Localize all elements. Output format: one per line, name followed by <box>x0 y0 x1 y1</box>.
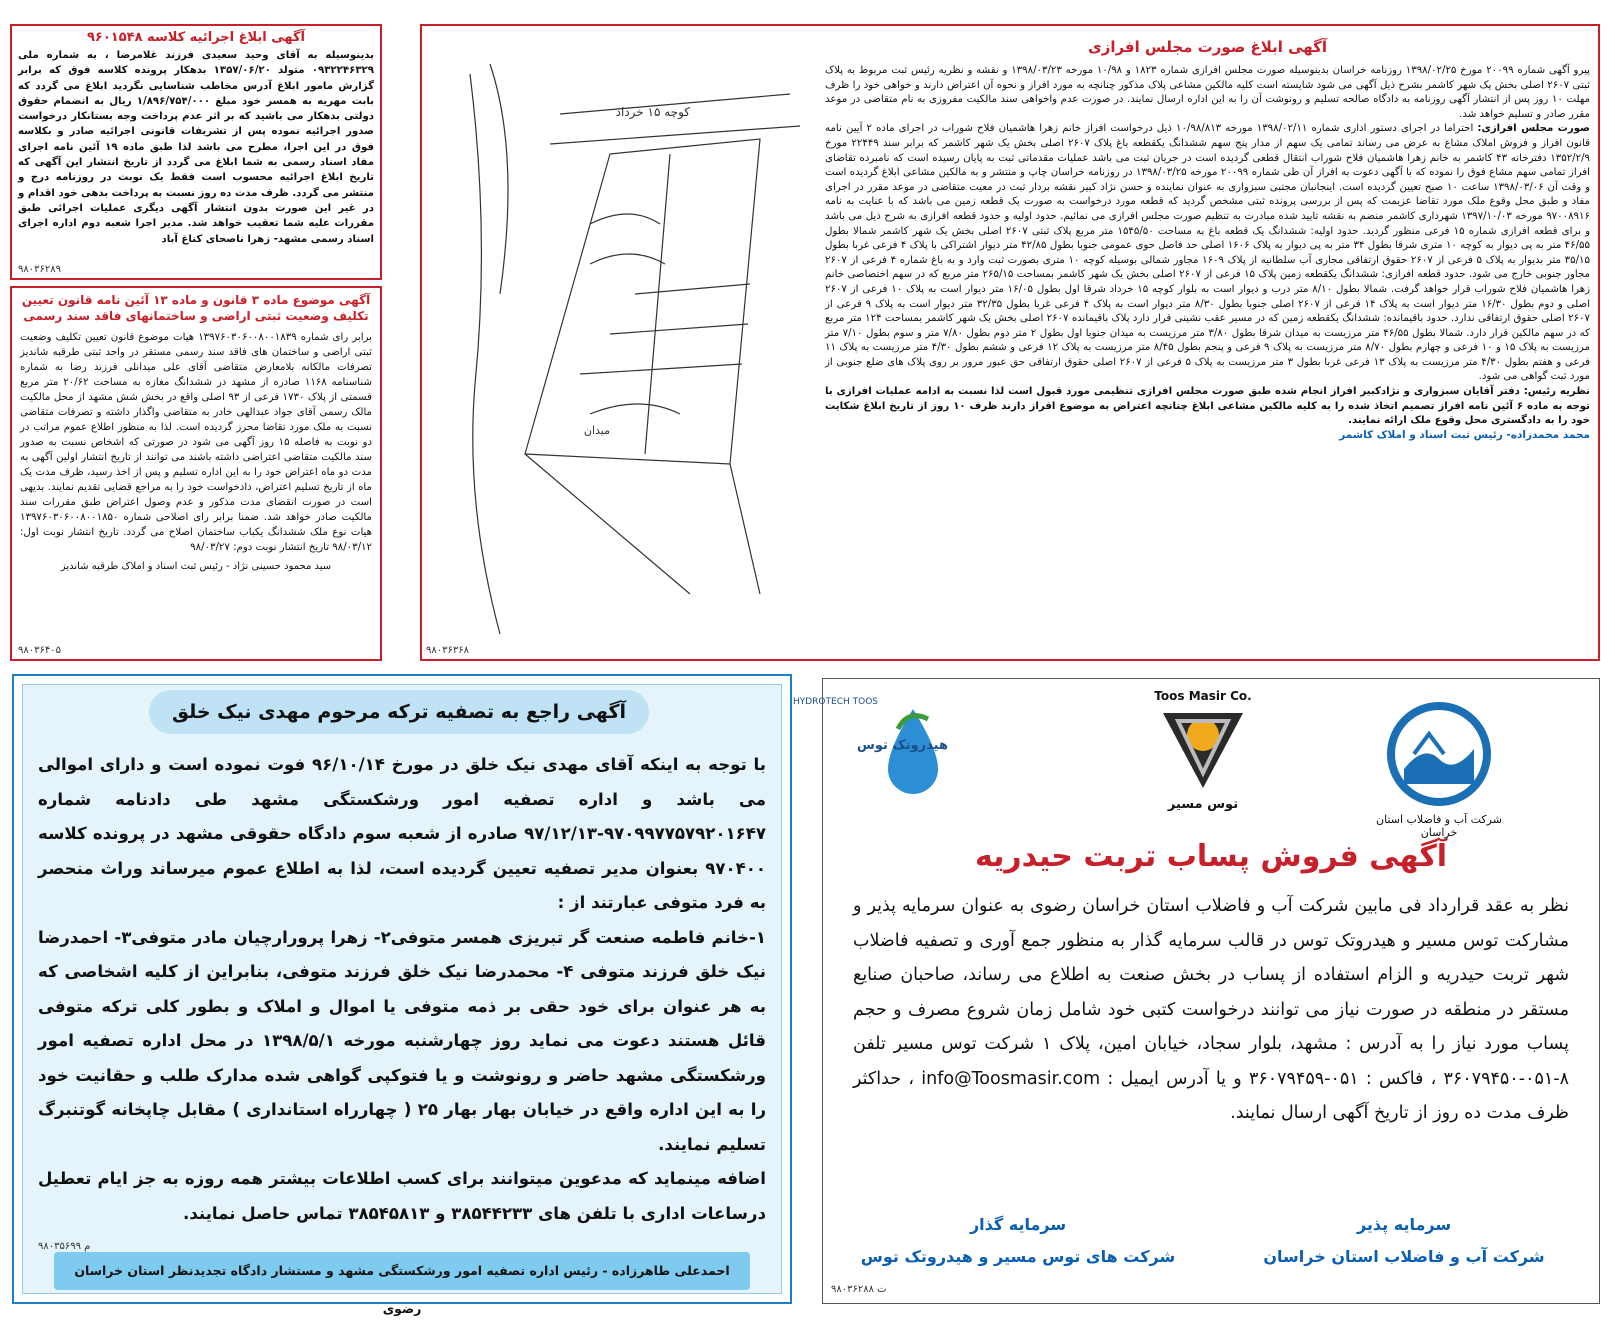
partition-notice-title: آگهی ابلاغ صورت مجلس افرازی <box>1087 38 1328 56</box>
execution-notice-code: ۹۸۰۳۶۲۸۹ <box>18 264 61 275</box>
map-signature-scribble <box>470 74 500 634</box>
ad-signatures <box>853 1209 1569 1279</box>
estate-notice-content <box>38 748 766 1231</box>
hydrotech-icon <box>792 689 1003 819</box>
partition-notice-text <box>825 32 1590 652</box>
hydrotech-ring-label: HYDROTECH TOOS <box>792 697 878 707</box>
estate-notice-para3: اضافه مینماید که مدعوین میتوانند برای کسب اطلاعات بیشتر همه روزه به جز ایام تعطیل درساعات اداری با تلفن های ۳۸۵۴۴۲۳۳ و ۳۸۵۴۵۸۱۳ تماس حاصل نمایند. <box>38 1169 766 1223</box>
partition-notice-signature: محمد محمدزاده- رئیس ثبت اسناد و املاک کاشمر <box>1339 428 1590 441</box>
hydrotech-logo <box>792 689 1013 823</box>
partition-map-drawing <box>430 34 830 644</box>
investee-signature <box>1239 1209 1569 1273</box>
investor-title: سرمایه گذار <box>969 1215 1067 1234</box>
estate-notice-para1: با توجه به اینکه آقای مهدی نیک خلق در مورخ ۹۶/۱۰/۱۴ فوت نموده است و دارای اموالی می باشد و اداره تصفیه امور ورشکستگی مشهد طی دادنامه شماره ۹۷۰۹۹۷۷۵۷۹۲۰۱۶۴۷-۹۷/۱۲/۱۳ صادره از شعبه سوم دادگاه حقوقی مشهد در پرونده کلاسه ۹۷۰۴۰۰ بعنوان مدیر تصفیه تعیین گردیده است، لذا به اطلاع عموم میرساند وراث منحصر به فرد متوفی عبارتند از : <box>38 755 766 912</box>
map-area-label: میدان <box>583 424 610 437</box>
execution-notice-body: بدینوسیله به آقای وحید سعیدی فرزند غلامرضا ، به شماره ملی ۰۹۳۲۲۴۶۳۲۹ متولد ۱۳۵۷/۰۶/۲۰ بدهکار پرونده کلاسه فوق که برابر گزارش مامور ابلاغ آدرس مخاطب شناسایی نگردید ابلاغ می گردد که بابت مهریه به همسر خود مبلغ ۱/۸۹۶/۷۵۴/۰۰۰ ریال به انضمام حقوق دولتی بدهکار می باشید که بر اثر عدم پرداخت وجه بستانکار درخواست صدور اجرائیه نموده پس از تشریفات قانونی اجرائیه صادر و بکلاسه فوق در این اجرا، مطرح می باشد لذا طبق ماده ۱۹ آئین نامه اجرای مفاد اسناد رسمی به شما ابلاغ می گردد از تاریخ انتشار این آگهی که تاریخ ابلاغ اجرائیه محسوب است فقط یک نوبت در روزنامه درج و منتشر می گردد. ظرف مدت ده روز نسبت به پرداخت بدهی خود اقدام و در غیر این صورت بدون انتشار آگهی دیگری عملیات اجرائی طبق مقررات علیه شما تعقیب خواهد شد. مدیر اجرا شعبه دوم اداره اجرای اسناد رسمی مشهد- زهرا ناصحای کناغ آباد <box>18 50 375 245</box>
water-company-icon <box>1384 699 1494 809</box>
investor-name: شرکت های توس مسیر و هیدروتک توس <box>860 1247 1176 1266</box>
land-status-notice-body: برابر رای شماره ۱۳۹۷۶۰۳۰۶۰۰۸۰۰۱۸۳۹ هیات موضوع قانون تعیین تکلیف وضعیت ثبتی اراضی و ساختمان های فاقد سند رسمی مستقر در واحد ثبتی طرقبه شاندیز تصرفات مالکانه بلامعارض متقاضی آقای علی میدانلی فرزند رضا به شماره شناسنامه ۱۱۶۸ صادره از مشهد در ششدانگ مغازه به مساحت ۲۰/۶۲ متر مربع قسمتی از پلاک ۱۷۳۰ فرعی از ۹۳ اصلی واقع در بخش شش مشهد از محل مالکیت مالک رسمی آقای جواد عبدالهی خادر به متقاضی واگذار داشته و تصرفات متقاضی نسبت به ملک مورد تقاضا محرز گردیده است. لذا به منظور اطلاع عموم مراتب در دو نوبت به فاصله ۱۵ روز آگهی می شود در صورتی که اشخاص نسبت به صدور سند مالکیت متقاضی اعتراضی داشته باشند می توانند از تاریخ انتشار اولین آگهی به مدت دو ماه اعتراض خود را به این اداره تسلیم و پس از اخذ رسید، ظرف مدت یک ماه از تاریخ تسلیم اعتراض، دادخواست خود را به مراجع قضایی تقدیم نمایند. بدیهی است در صورت انقضای مدت مذکور و عدم وصول اعتراض طبق مقررات سند مالکیت صادر خواهد شد. ضمنا برابر رای اصلاحی شماره ۱۳۹۷۶۰۳۰۶۰۰۸۰۰۱۸۵۰ هیات نوع ملک ششدانگ یکباب ساختمان اصلاح می گردد. تاریخ انتشار نوبت اول: ۹۸/۰۳/۱۲ تاریخ انتشار نوبت دوم: ۹۸/۰۳/۲۷ <box>20 332 372 553</box>
execution-notice-title: آگهی ابلاغ اجرائیه کلاسه ۹۶۰۱۵۴۸ <box>86 30 306 45</box>
partition-notice-para2: احتراما در اجرای دستور اداری شماره ۱۳۹۸/۰۲/۱۱ مورخه ۱۰/۹۸/۸۱۳ ذیل درخواست افراز خانم زهرا هاشمیان فلاح شوراب در اجرای ماده ۲ آیین نامه قانون افراز و فروش املاک مشاع به عرض می رساند تمامی یک سهم از مدار پنج سهم ششدانگ یکقطعه باغ پلاک ۲۶۰۷ اصلی بخش یک شهر کاشمر که برابر سند ۲۲۴۴۹ مورخ ۱۳۵۲/۲/۹ دفترخانه ۴۳ کاشمر به خانم زهرا هاشمیان فلاح شوراب انتقال قطعی گردیده است در جریان ثبت می باشد عملیات مقدماتی ثبت به پایان رسیده است که نامبرده تقاضای افراز تمامی سهم مشاع فوق را نموده که با آگهی دعوت به افراز آن طی شماره ۲۰۰۹۹ مورخه ۱۳۹۸/۰۳/۲۵ در روزنامه خراسان چاپ و منتشر و به مالکین مشاعی ابلاغ گردیده است و وقت آن ۱۳۹۸/۰۳/۰۶ ساعت ۱۰ صبح تعیین گردیده است. اینجانبان مجتبی سبزواری به عنوان نماینده و حسن نژاد کبیر نقشه بردار ثبت در معیت متقاضی در موعد مقرر در اجرای مفاد و طبق محل وقوع ملک مورد تقاضا عزیمت که پس از بررسی پرونده ثبتی مشخص گردید که قطعه مورد درخواست به صورت یک قطعه زمین می باشد که با عنایت به نامه ۹۷۰۰۸۹۱۶ مورخه ۱۳۹۷/۱۰/۰۳ شهرداری کاشمر منضم به نقشه تایید شده مبادرت به تنظیم صورت مجلس افرازی می نمائیم. حدود اولیه و حدود قطعه افرازی به شرح ذیل می باشد و برای قطعه افرازی شماره ۱۵ فرعی منظور گردید. حدود اولیه: ششدانگ یک قطعه باغ به مساحت ۱۵۴۵/۵۰ متر مربع پلاک ثبتی ۲۶۰۷ اصلی بخش یک شهر کاشمر شمالا بطول ۴۶/۵۵ متر به پی دیوار به کوچه ۱۰ متری شرقا بطول ۳۴ متر به پی دیوار به پلاک ۱۶۰۶ اصلی حد فاصل حوی عمومی جنوبا بطول ۴۲/۸۵ متر دیوار اشتراکی با پلاک ۴ فرعی غربا بطول ۳۵/۱۵ متر بدیوار به پلاک ۵ فرعی از ۲۶۰۷ حقوق ارتفاقی مجاری آب سلطانیه از پلاک ۱۶۰۹ مجاور شمالی بوسیله کوچه ۱۰ متری بصورت ثبت وارد و به باغ شماره ۴ فرعی از ۲۶۰۷ مجاور جنوبی خارج می شود. حدود قطعه افرازی: ششدانگ یکقطعه زمین پلاک ۱۵ فرعی از ۲۶۰۷ اصلی بخش یک شهر کاشمر بمساحت ۲۶۵/۱۵ متر مربع که در سهم اختصاصی خانم زهرا هاشمیان فلاح شوراب قرار خواهد گرفت. شمالا بطول ۸/۱۰ متر درب و دیوار است به بلوار کوچه ۱۵ خرداد شرقا اول بطول ۱۶/۰۵ متر دیوار است به پلاک ۱۰ فرعی از ۲۶۰۷ اصلی و دوم بطول ۱۶/۳۰ متر دیوار است به پلاک ۱۴ فرعی از ۲۶۰۷ اصلی جنوبا بطول ۸/۳۰ متر دیوار است به پلاک ۴ فرعی غربا بطول ۳۲/۳۵ متر دیوار است به پلاک ۹ فرعی از ۲۶۰۷ اصلی حقوق ارتفاقی ندارد. حدود باقیمانده: ششدانگ یکقطعه زمین که در مسیر عقب نشینی قرار دارد پلاک باقیمانده ۲۶۰۷ اصلی بخش یک شهر کاشمر بمساحت ۱۲۴ متر مربع که در سهم مالکین قرار دارد. شمالا بطول ۴۶/۵۵ متر مرزیست به میدان شرقا بطول ۳/۸۰ متر مرزیست به میدان جنوبا اول بطول ۲ متر دوم بطول ۷/۸۰ متر و سوم بطول ۷/۱۰ متر مرزیست به پلاک ۱۵ و ۱۰ فرعی و چهارم بطول ۸/۷۰ متر مرزیست به پلاک ۹ فرعی و پنجم بطول ۸/۴۵ متر مرزیست به پلاک ۱۲ فرعی و ششم بطول ۴/۳۰ متر مرزیست به پلاک ۱۱ فرعی و هفتم بطول ۴/۳۰ متر مرزیست به پلاک ۱۳ فرعی غربا بطول ۳ متر مرزیست به پلاک ۵ فرعی از ۲۶۰۷ اصلی حقوق ارتفاقی حق عبور مرور بر روی پلاک های ضلع جنوبی از مورد ثبت گواهی می شود. <box>825 123 1591 383</box>
partition-notice-code: ۹۸۰۳۶۳۶۸ <box>426 645 469 656</box>
estate-notice-para2: ۱-خانم فاطمه صنعت گر تبریزی همسر متوفی۲- زهرا پرورارچیان مادر متوفی۳- احمدرضا نیک خلق فرزند متوفی ۴- محمدرضا نیک خلق فرزند متوفی، بنابراین از کلیه اشخاصی که به هر عنوان برای خود حقی بر ذمه متوفی یا اموال و املاک و بطور کلی ترکه متوفی قائل هستند دعوت می نماید روز چهارشنبه مورخه ۱۳۹۸/۵/۱ در محل اداره تصفیه امور ورشکستگی مشهد حاضر و رونوشت و یا فتوکپی گواهی شده مدارک طلب و حقانیت خود را به این اداره واقع در خیابان بهار بهار ۲۵ ( چهارراه استانداری ) مقابل چاپخانه گوتنبرگ تسلیم نمایند. <box>38 927 767 1154</box>
land-status-notice <box>10 286 382 661</box>
estate-liquidation-notice <box>12 674 792 1316</box>
toos-masir-fa-label: توس مسیر <box>1167 797 1239 812</box>
ad-body: نظر به عقد قرارداد فی مابین شرکت آب و فاضلاب استان خراسان رضوی به عنوان سرمایه پذیر و مشارکت توس مسیر و هیدروتک توس در قالب سرمایه گذار به منظور جمع آوری و تصفیه فاضلاب شهر تربت حیدریه و الزام استفاده از پساب در بخش صنعت به اطلاع می رساند، صاحبان صنایع مستقر در منطقه در صورت نیاز می توانند درخواست کتبی خود شامل زمان شروع مصرف و حجم پساب مورد نیاز را به آدرس : مشهد، بلوار سجاد، خیابان امین، پلاک ۱ شرکت توس مسیر تلفن ۸-۰۵۱-۳۶۰۷۹۴۵۰ ، فاکس : ۰۵۱-۳۶۰۷۹۴۵۹ و یا آدرس ایمیل : info@Toosmasir.com ، حداکثر ظرف مدت ده روز از تاریخ آگهی ارسال نمایند. <box>853 896 1569 1123</box>
partition-minutes-notice <box>420 24 1600 661</box>
ad-code: ۹۸۰۳۶۲۸۸ ت <box>831 1284 887 1295</box>
execution-notice <box>10 24 382 280</box>
toos-masir-icon <box>1153 703 1253 793</box>
land-status-notice-signature: سید محمود حسینی نژاد - رئیس ثبت اسناد و املاک طرقبه شاندیز <box>60 561 332 572</box>
investee-name: شرکت آب و فاضلاب استان خراسان <box>1263 1247 1545 1266</box>
estate-notice-footer: احمدعلی طاهرزاده - رئیس اداره تصفیه امور ورشکستگی مشهد و مستشار دادگاه تجدیدنظر استان خراسان رضوی <box>54 1252 750 1290</box>
investor-signature <box>853 1209 1183 1273</box>
partition-notice-lead: صورت مجلس افرازی: <box>1477 123 1590 135</box>
hydrotech-fa-label: هیدروتک توس <box>856 738 948 753</box>
estate-notice-code: ۹۸۰۳۵۶۹۹ م <box>38 1241 91 1252</box>
wastewater-sale-ad <box>792 678 1600 1304</box>
map-street-label: کوچه ۱۵ خرداد <box>615 105 690 119</box>
investee-title: سرمایه پذیر <box>1356 1215 1452 1234</box>
ad-logos <box>792 689 1599 839</box>
ad-title: آگهی فروش پساب تربت حیدریه <box>974 839 1448 874</box>
water-company-logo <box>1369 699 1509 839</box>
map-parcel-outline <box>525 139 760 464</box>
partition-notice-para1: پیرو آگهی شماره ۲۰۰۹۹ مورخ ۱۳۹۸/۰۲/۲۵ روزنامه خراسان بدینوسیله صورت مجلس افرازی شماره ۱۸۲۳ و ۱۰/۹۸ مورخه ۱۳۹۸/۰۳/۲۳ و نقشه و نظریه رئیس ثبت مربوط به پلاک ثبتی ۲۶۰۷ اصلی بخش یک شهر کاشمر بشرح ذیل آگهی می شود شایسته است کلیه مالکین مشاعی پلاک مذکور چنانچه به مورد افراز و نحوه آن اعتراض دارند و خواهی خود را ظرف مهلت ۱۰ روز پس از انتشار آگهی روزنامه به دادگاه صالحه تسلیم و رونوشت آن را به این اداره ارسال نمایند. در صورت عدم واخواهی سند مالکیت مفروزی به نام متقاضی در موعد مقرر صادر و تسلیم خواهد شد. <box>825 65 1591 120</box>
land-status-notice-title: آگهی موضوع ماده ۳ قانون و ماده ۱۳ آئین نامه قانون تعیین تکلیف وضعیت ثبتی اراضی و ساختمانهای فاقد سند رسمی <box>21 293 371 323</box>
water-company-label: شرکت آب و فاضلاب استان خراسان <box>1376 813 1502 839</box>
toos-masir-logo <box>1133 689 1273 812</box>
land-status-notice-code: ۹۸۰۳۶۴۰۵ <box>18 645 61 656</box>
partition-notice-para3: نظریه رئیس: دفتر آقایان سبزواری و نژادکبیر افراز انجام شده طبق صورت مجلس افرازی تنظیمی مورد قبول است لذا نسبت به ادامه عملیات افرازی با توجه به ماده ۶ آئین نامه افراز تصمیم اتخاذ شده را به کلیه مالکین مشاعی ابلاغ چنانچه اعتراض به موضوع افراز دارند ظرف ۱۰ روز از تاریخ ابلاغ شکایت خود را به دادگستری محل وقوع ملک ارائه نمایند. <box>825 386 1590 427</box>
toos-masir-en-label: Toos Masir Co. <box>1154 689 1252 703</box>
estate-notice-title: آگهی راجع به تصفیه ترکه مرحوم مهدی نیک خلق <box>149 690 649 734</box>
